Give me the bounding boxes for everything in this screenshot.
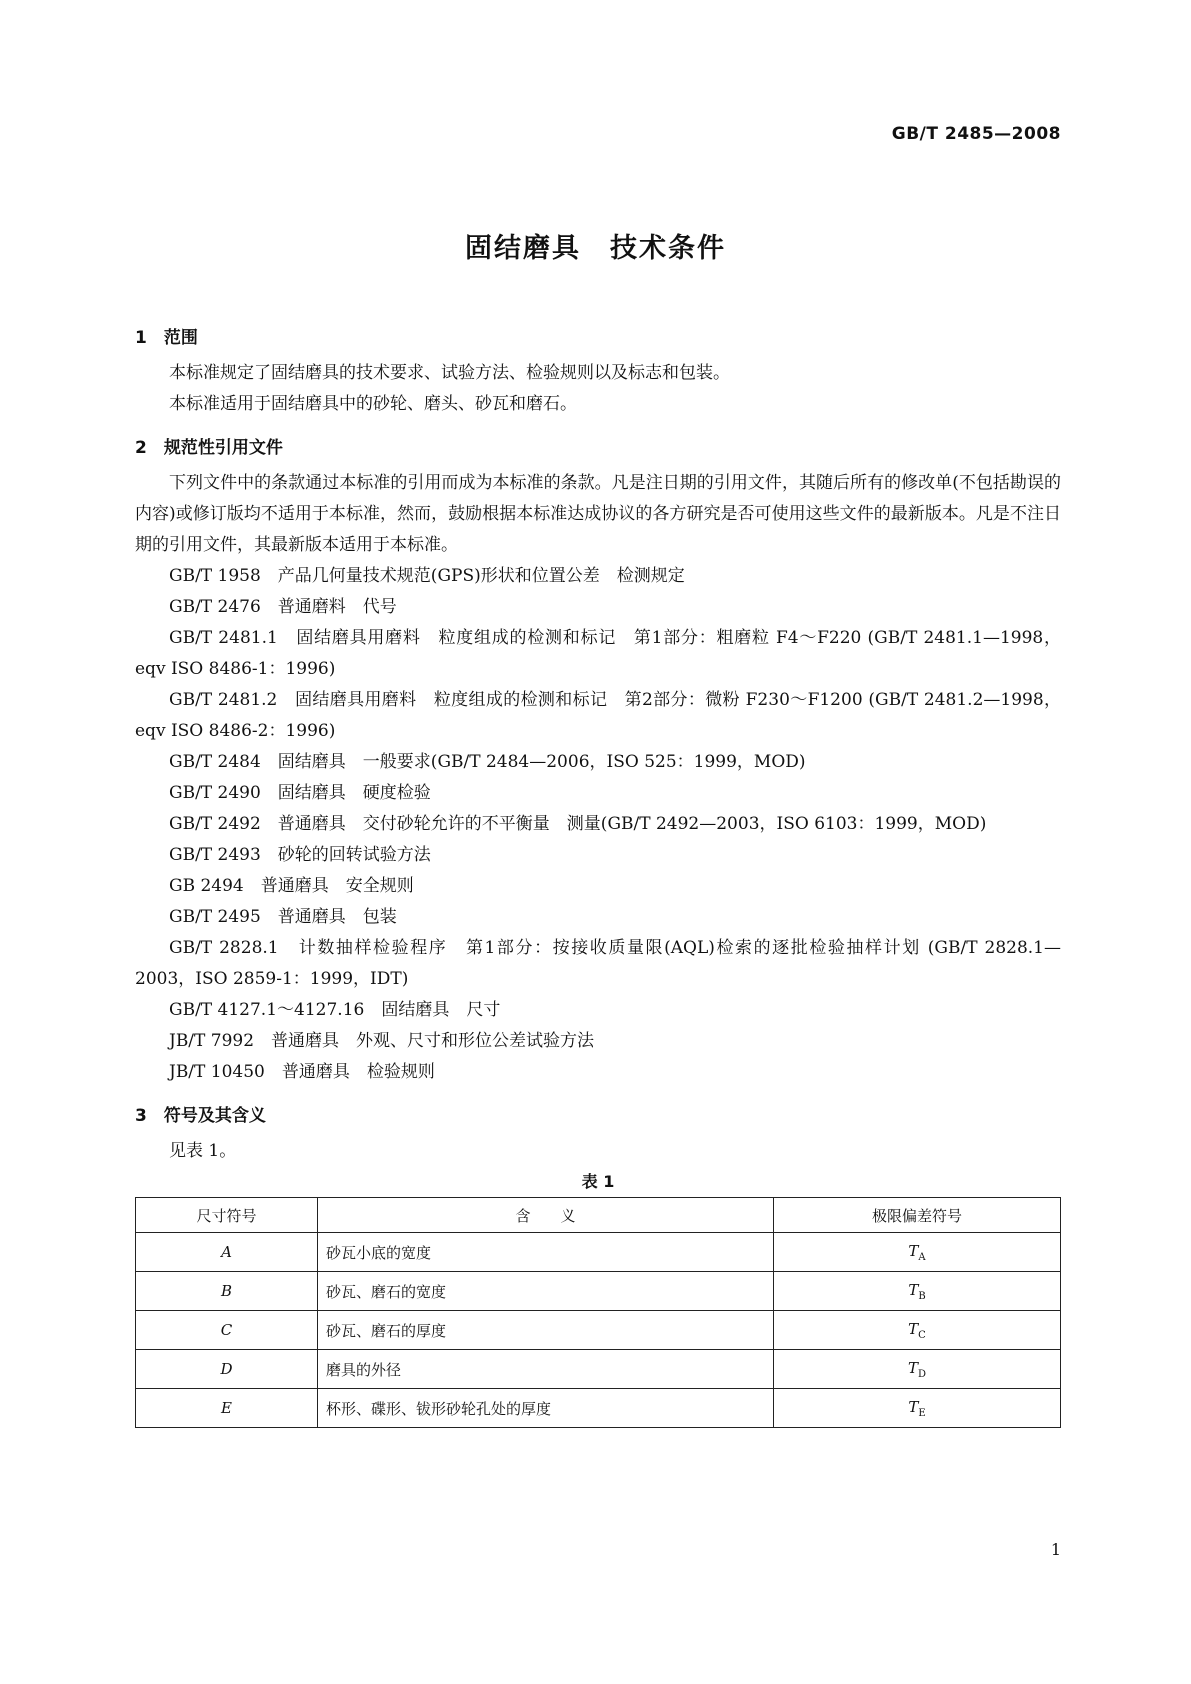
- reference-item: JB/T 10450 普通磨具 检验规则: [169, 1062, 435, 1082]
- section-2-heading: 2 规范性引用文件: [135, 438, 283, 458]
- meaning-cell: 砂瓦、磨石的厚度: [318, 1311, 774, 1350]
- tolerance-subscript: E: [918, 1407, 926, 1419]
- tolerance-symbol: [774, 1233, 1061, 1272]
- table-row: [136, 1272, 1061, 1311]
- reference-item: GB/T 2476 普通磨料 代号: [169, 597, 397, 617]
- reference-item: GB/T 1958 产品几何量技术规范(GPS)形状和位置公差 检测规定: [169, 566, 685, 586]
- tolerance-subscript: A: [918, 1251, 926, 1263]
- reference-item: GB/T 2481.2 固结磨具用磨料 粒度组成的检测和标记 第2部分：微粉 F230～F1200 (GB/T 2481.2—1998，eqv ISO 8486-2：1996): [135, 690, 1061, 741]
- paragraph: 见表 1。: [169, 1141, 237, 1161]
- tolerance-subscript: D: [917, 1368, 927, 1380]
- tolerance-letter: T: [907, 1358, 918, 1377]
- meaning-cell: 磨具的外径: [318, 1350, 774, 1389]
- table-caption: 表 1: [581, 1172, 615, 1191]
- paragraph: 本标准规定了固结磨具的技术要求、试验方法、检验规则以及标志和包装。: [169, 363, 730, 383]
- reference-item: GB/T 2492 普通磨具 交付砂轮允许的不平衡量 测量(GB/T 2492—2003，ISO 6103：1999，MOD): [169, 814, 987, 834]
- reference-item: GB/T 2493 砂轮的回转试验方法: [169, 845, 431, 865]
- meaning-cell: 砂瓦小底的宽度: [318, 1233, 774, 1272]
- reference-item: JB/T 7992 普通磨具 外观、尺寸和形位公差试验方法: [169, 1031, 595, 1051]
- dimension-symbol: A: [136, 1233, 318, 1272]
- column-header: 含 义: [318, 1198, 774, 1233]
- table-row: [136, 1233, 1061, 1272]
- column-header: 尺寸符号: [136, 1198, 318, 1233]
- dimension-symbol: D: [136, 1350, 318, 1389]
- reference-item: GB/T 2484 固结磨具 一般要求(GB/T 2484—2006，ISO 525：1999，MOD): [169, 752, 806, 772]
- reference-item: GB/T 4127.1～4127.16 固结磨具 尺寸: [169, 1000, 501, 1020]
- reference-item: GB/T 2490 固结磨具 硬度检验: [169, 783, 431, 803]
- section-3-heading: 3 符号及其含义: [135, 1106, 266, 1126]
- reference-item: GB 2494 普通磨具 安全规则: [169, 876, 414, 896]
- tolerance-symbol: [774, 1272, 1061, 1311]
- tolerance-letter: T: [908, 1397, 919, 1416]
- tolerance-symbol: [774, 1311, 1061, 1350]
- standard-code: GB/T 2485—2008: [891, 124, 1061, 144]
- tolerance-symbol: [774, 1389, 1061, 1428]
- page-number: 1: [1050, 1540, 1061, 1559]
- section-1-heading: 1 范围: [135, 328, 198, 348]
- dimension-symbol: C: [136, 1311, 318, 1350]
- reference-item: GB/T 2495 普通磨具 包装: [169, 907, 397, 927]
- symbol-table: [135, 1197, 1061, 1428]
- tolerance-letter: T: [908, 1319, 919, 1338]
- meaning-cell: 砂瓦、磨石的宽度: [318, 1272, 774, 1311]
- table-header-row: [136, 1198, 1061, 1233]
- paragraph: 下列文件中的条款通过本标准的引用而成为本标准的条款。凡是注日期的引用文件，其随后所有的修改单(不包括勘误的内容)或修订版均不适用于本标准，然而，鼓励根据本标准达成协议的各方研究是否可使用这些文件的最新版本。凡是不注日期的引用文件，其最新版本适用于本标准。: [135, 473, 1061, 555]
- table-row: [136, 1311, 1061, 1350]
- table-row: [136, 1389, 1061, 1428]
- tolerance-letter: T: [908, 1280, 919, 1299]
- paragraph: 本标准适用于固结磨具中的砂轮、磨头、砂瓦和磨石。: [169, 394, 577, 414]
- tolerance-symbol: [774, 1350, 1061, 1389]
- tolerance-subscript: C: [918, 1329, 926, 1341]
- dimension-symbol: E: [136, 1389, 318, 1428]
- table-row: [136, 1350, 1061, 1389]
- tolerance-subscript: B: [918, 1290, 926, 1302]
- document-title: 固结磨具 技术条件: [465, 233, 726, 264]
- document-body: [135, 318, 1061, 1428]
- meaning-cell: 杯形、碟形、钹形砂轮孔处的厚度: [318, 1389, 774, 1428]
- reference-item: GB/T 2481.1 固结磨具用磨料 粒度组成的检测和标记 第1部分：粗磨粒 F4～F220 (GB/T 2481.1—1998，eqv ISO 8486-1：1996): [135, 628, 1061, 679]
- dimension-symbol: B: [136, 1272, 318, 1311]
- tolerance-letter: T: [908, 1241, 919, 1260]
- reference-item: GB/T 2828.1 计数抽样检验程序 第1部分：按接收质量限(AQL)检索的逐批检验抽样计划 (GB/T 2828.1—2003，ISO 2859-1：1999，IDT): [135, 938, 1061, 989]
- column-header: 极限偏差符号: [774, 1198, 1061, 1233]
